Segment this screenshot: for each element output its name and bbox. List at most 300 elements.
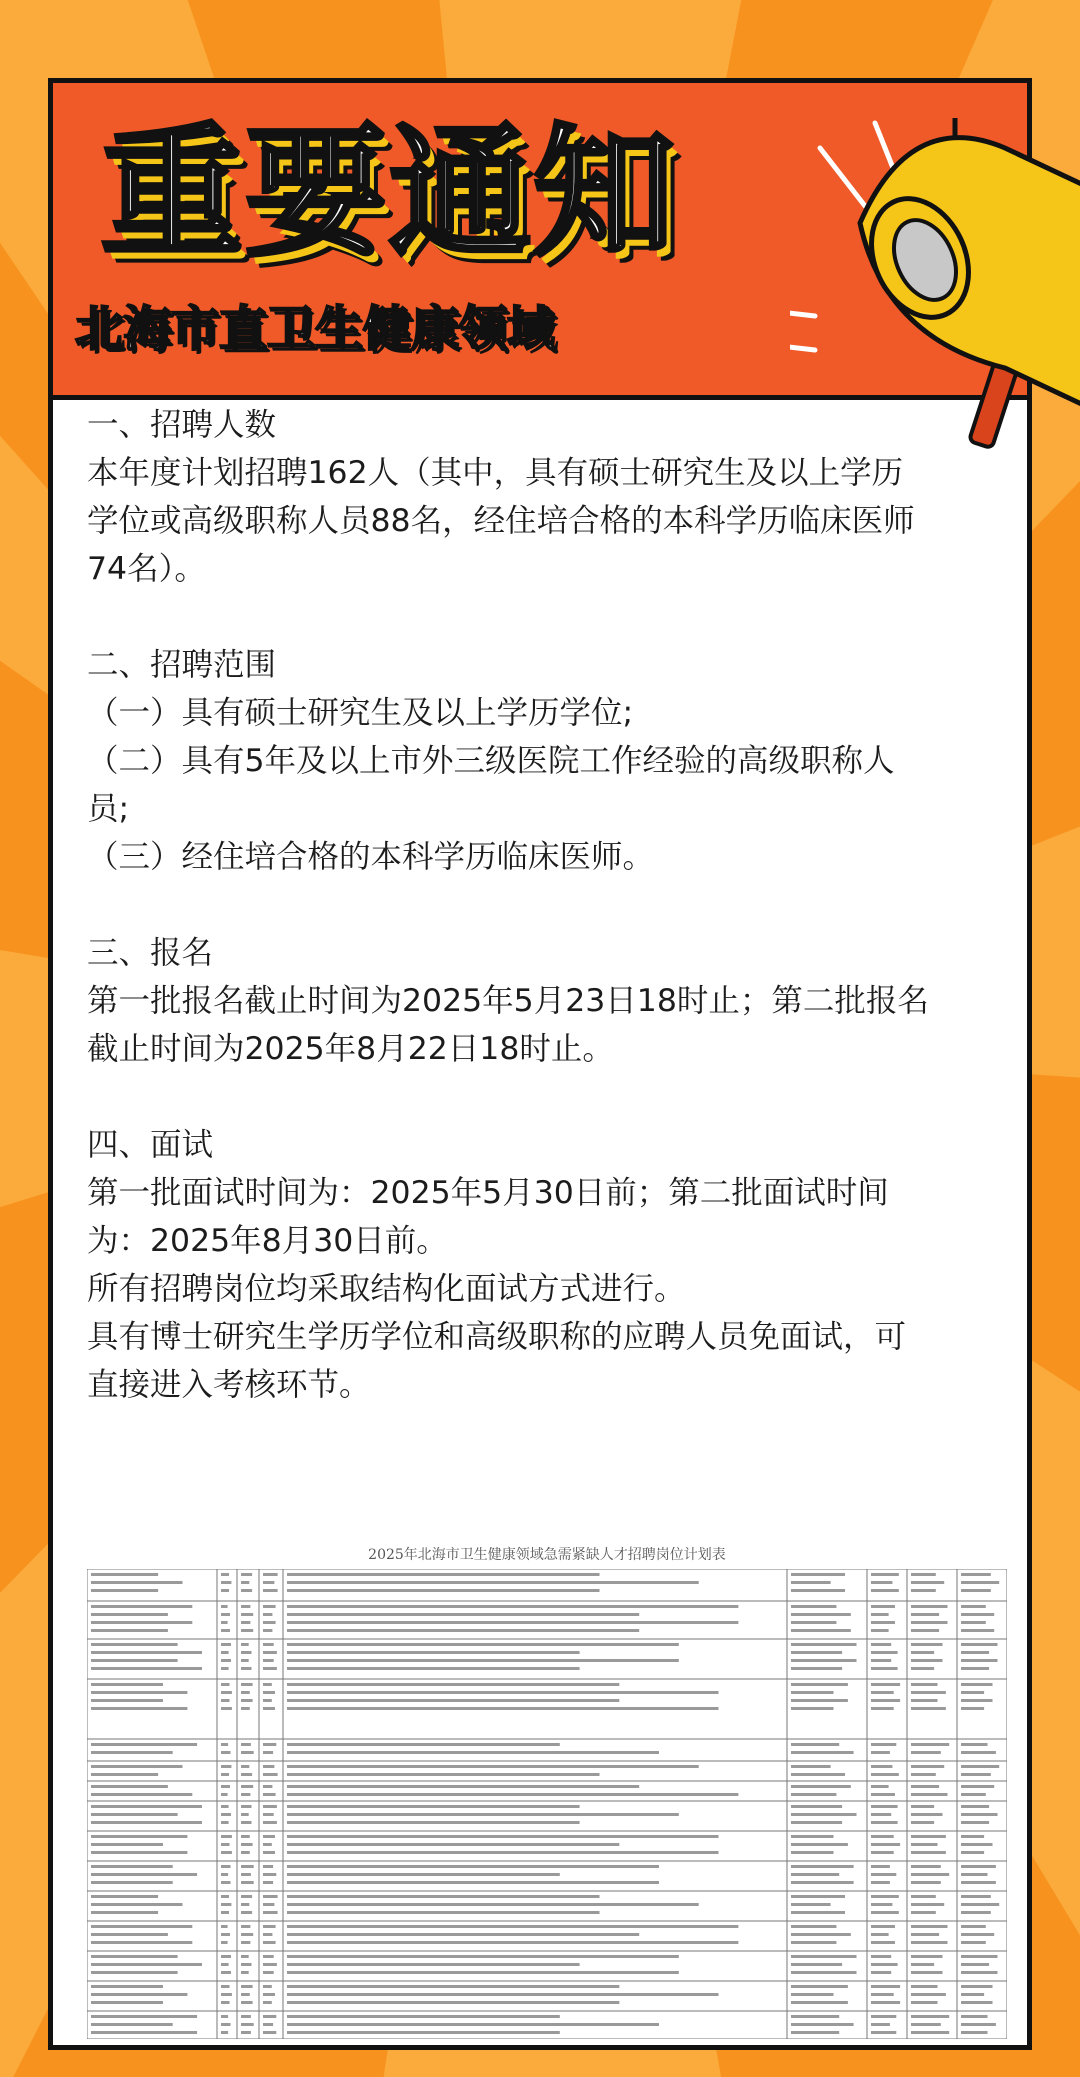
table-text-placeholder — [911, 1881, 941, 1884]
table-text-placeholder — [263, 1699, 272, 1702]
table-text-placeholder — [871, 1925, 895, 1928]
table-text-placeholder — [91, 2023, 173, 2026]
table-text-placeholder — [871, 1573, 899, 1576]
table-text-placeholder — [221, 1865, 231, 1868]
table-text-placeholder — [791, 1651, 842, 1654]
table-text-placeholder — [911, 1971, 943, 1974]
table-text-placeholder — [221, 1835, 232, 1838]
table-text-placeholder — [287, 2001, 619, 2004]
table-text-placeholder — [961, 1821, 989, 1824]
table-text-placeholder — [871, 2001, 900, 2004]
table-text-placeholder — [791, 1865, 854, 1868]
table-text-placeholder — [241, 1821, 252, 1824]
table-text-placeholder — [961, 1805, 989, 1808]
table-text-placeholder — [241, 1835, 250, 1838]
table-text-placeholder — [961, 1895, 991, 1898]
table-text-placeholder — [241, 1785, 253, 1788]
table-text-placeholder — [241, 1793, 250, 1796]
table-text-placeholder — [241, 1933, 253, 1936]
table-text-placeholder — [263, 1963, 277, 1966]
table-text-placeholder — [287, 1933, 639, 1936]
table-text-placeholder — [287, 1873, 560, 1876]
table-text-placeholder — [911, 1621, 948, 1624]
table-text-placeholder — [241, 1743, 251, 1746]
table-text-placeholder — [241, 1971, 249, 1974]
section-heading: 一、招聘人数 — [87, 407, 277, 443]
table-text-placeholder — [263, 1621, 276, 1624]
table-text-placeholder — [791, 1793, 836, 1796]
table-text-placeholder — [911, 1683, 938, 1686]
table-text-placeholder — [91, 1621, 192, 1624]
table-text-placeholder — [263, 1851, 275, 1854]
table-text-placeholder — [241, 1573, 252, 1576]
table-text-placeholder — [241, 1903, 249, 1906]
table-text-placeholder — [91, 1743, 197, 1746]
table-text-placeholder — [241, 1629, 253, 1632]
section-heading: 四、面试 — [87, 1127, 214, 1163]
table-text-placeholder — [871, 1651, 898, 1654]
table-text-placeholder — [263, 1941, 276, 1944]
table-text-placeholder — [287, 1751, 659, 1754]
section-interview — [87, 1121, 1007, 1409]
table-text-placeholder — [287, 1707, 719, 1710]
table-text-placeholder — [961, 1941, 986, 1944]
table-text-placeholder — [911, 2023, 941, 2026]
paragraph-line: 具有博士研究生学历学位和高级职称的应聘人员免面试，可 — [87, 1319, 907, 1355]
table-text-placeholder — [911, 1835, 946, 1838]
table-text-placeholder — [287, 1581, 699, 1584]
table-text-placeholder — [221, 1955, 231, 1958]
table-text-placeholder — [791, 1773, 845, 1776]
table-text-placeholder — [871, 1699, 900, 1702]
table-text-placeholder — [871, 1911, 899, 1914]
table-text-placeholder — [287, 1629, 639, 1632]
table-text-placeholder — [911, 1843, 938, 1846]
table-text-placeholder — [221, 1765, 231, 1768]
table-text-placeholder — [221, 1963, 229, 1966]
table-text-placeholder — [263, 1925, 276, 1928]
table-text-placeholder — [911, 1629, 939, 1632]
table-text-placeholder — [263, 1581, 274, 1584]
table-text-placeholder — [911, 1765, 944, 1768]
table-text-placeholder — [961, 1643, 998, 1646]
table-text-placeholder — [91, 1589, 158, 1592]
table-text-placeholder — [911, 1911, 936, 1914]
table-text-placeholder — [871, 1881, 890, 1884]
paragraph-line: 学位或高级职称人员88名，经住培合格的本科学历临床医师 — [87, 503, 915, 539]
table-text-placeholder — [263, 1873, 276, 1876]
table-text-placeholder — [961, 1751, 996, 1754]
table-text-placeholder — [91, 1699, 163, 1702]
table-text-placeholder — [871, 1683, 900, 1686]
table-text-placeholder — [911, 1813, 943, 1816]
table-text-placeholder — [263, 1865, 273, 1868]
table-text-placeholder — [287, 1683, 619, 1686]
table-text-placeholder — [287, 1955, 679, 1958]
table-text-placeholder — [287, 1793, 738, 1796]
table-text-placeholder — [287, 1835, 719, 1838]
table-text-placeholder — [961, 1683, 993, 1686]
page-title: 重要通知 — [101, 111, 677, 276]
table-text-placeholder — [791, 1873, 839, 1876]
table-text-placeholder — [961, 1903, 999, 1906]
table-text-placeholder — [961, 2031, 988, 2034]
table-text-placeholder — [263, 1629, 272, 1632]
table-text-placeholder — [263, 1667, 277, 1670]
table-text-placeholder — [241, 1581, 249, 1584]
table-text-placeholder — [221, 1613, 230, 1616]
table-text-placeholder — [871, 2023, 890, 2026]
table-text-placeholder — [263, 2023, 273, 2026]
table-text-placeholder — [221, 1773, 229, 1776]
table-text-placeholder — [961, 1925, 986, 1928]
table-text-placeholder — [263, 1793, 276, 1796]
table-text-placeholder — [911, 1691, 946, 1694]
table-text-placeholder — [263, 1805, 277, 1808]
table-text-placeholder — [91, 1941, 192, 1944]
table-text-placeholder — [791, 1643, 857, 1646]
table-text-placeholder — [287, 1805, 580, 1808]
megaphone-icon — [790, 118, 1080, 458]
table-text-placeholder — [287, 1813, 679, 1816]
table-text-placeholder — [287, 1667, 580, 1670]
table-text-placeholder — [791, 2015, 839, 2018]
table-text-placeholder — [91, 1881, 173, 1884]
table-text-placeholder — [91, 1895, 158, 1898]
table-text-placeholder — [911, 1613, 939, 1616]
table-text-placeholder — [961, 1993, 984, 1996]
table-text-placeholder — [241, 1621, 250, 1624]
table-text-placeholder — [241, 1751, 254, 1754]
table-text-placeholder — [91, 1581, 183, 1584]
section-spacer — [87, 593, 1007, 641]
table-text-placeholder — [791, 1933, 851, 1936]
table-text-placeholder — [871, 1805, 898, 1808]
table-text-placeholder — [791, 2001, 848, 2004]
table-text-placeholder — [91, 1613, 168, 1616]
table-text-placeholder — [263, 1955, 274, 1958]
table-text-placeholder — [911, 1793, 948, 1796]
table-text-placeholder — [241, 1941, 250, 1944]
table-text-placeholder — [241, 1691, 250, 1694]
table-text-placeholder — [263, 1971, 274, 1974]
table-text-placeholder — [91, 1765, 183, 1768]
table-text-placeholder — [221, 1933, 230, 1936]
table-text-placeholder — [263, 1743, 276, 1746]
table-text-placeholder — [221, 1667, 229, 1670]
section-spacer — [87, 1073, 1007, 1121]
table-text-placeholder — [871, 1941, 895, 1944]
table-text-placeholder — [961, 1793, 986, 1796]
table-text-placeholder — [221, 1851, 232, 1854]
table-text-placeholder — [221, 1683, 230, 1686]
notice-body — [87, 401, 1007, 1409]
table-text-placeholder — [287, 1613, 639, 1616]
table-text-placeholder — [791, 1743, 839, 1746]
table-text-placeholder — [221, 1589, 229, 1592]
table-text-placeholder — [791, 1993, 834, 1996]
table-text-placeholder — [91, 1843, 163, 1846]
table-text-placeholder — [871, 1985, 900, 1988]
table-text-placeholder — [221, 1971, 231, 1974]
table-text-placeholder — [791, 1629, 851, 1632]
table-text-placeholder — [241, 1589, 252, 1592]
table-text-placeholder — [287, 1865, 659, 1868]
table-text-placeholder — [791, 1765, 831, 1768]
table-text-placeholder — [241, 1911, 252, 1914]
table-text-placeholder — [241, 1605, 250, 1608]
table-text-placeholder — [91, 2031, 197, 2034]
table-text-placeholder — [221, 1903, 231, 1906]
table-text-placeholder — [871, 1785, 889, 1788]
table-text-placeholder — [287, 1941, 738, 1944]
table-text-placeholder — [91, 1971, 178, 1974]
table-text-placeholder — [791, 1903, 831, 1906]
table-text-placeholder — [791, 1895, 845, 1898]
table-text-placeholder — [91, 1963, 202, 1966]
table-text-placeholder — [241, 2031, 251, 2034]
table-text-placeholder — [221, 1881, 231, 1884]
table-text-placeholder — [961, 1963, 989, 1966]
table-text-placeholder — [871, 1707, 894, 1710]
table-text-placeholder — [791, 1925, 836, 1928]
table-text-placeholder — [791, 1707, 834, 1710]
table-text-placeholder — [911, 1985, 938, 1988]
table-text-placeholder — [221, 1659, 231, 1662]
table-text-placeholder — [961, 1911, 991, 1914]
table-text-placeholder — [961, 1621, 986, 1624]
table-text-placeholder — [791, 1613, 851, 1616]
table-text-placeholder — [791, 1835, 834, 1838]
table-text-placeholder — [871, 1963, 898, 1966]
table-text-placeholder — [221, 1605, 228, 1608]
table-text-placeholder — [263, 1881, 273, 1884]
table-text-placeholder — [911, 1573, 936, 1576]
table-text-placeholder — [791, 1751, 854, 1754]
table-text-placeholder — [91, 1821, 202, 1824]
paragraph-line: 为：2025年8月30日前。 — [87, 1223, 448, 1259]
table-text-placeholder — [91, 1667, 202, 1670]
table-text-placeholder — [961, 1667, 989, 1670]
table-text-placeholder — [287, 1963, 580, 1966]
table-text-placeholder — [241, 1963, 252, 1966]
table-text-placeholder — [91, 1751, 173, 1754]
table-text-placeholder — [791, 1691, 834, 1694]
table-text-placeholder — [961, 1835, 984, 1838]
table-text-placeholder — [961, 1813, 998, 1816]
table-text-placeholder — [91, 1773, 158, 1776]
table-text-placeholder — [287, 1843, 619, 1846]
table-text-placeholder — [221, 1629, 230, 1632]
table-text-placeholder — [791, 1699, 848, 1702]
table-text-placeholder — [221, 1805, 229, 1808]
paragraph-line: 本年度计划招聘162人（其中，具有硕士研究生及以上学历 — [87, 455, 904, 491]
table-text-placeholder — [961, 1873, 988, 1876]
table-text-placeholder — [263, 2001, 272, 2004]
table-text-placeholder — [221, 1707, 232, 1710]
table-text-placeholder — [221, 1743, 228, 1746]
table-text-placeholder — [911, 1743, 949, 1746]
table-text-placeholder — [263, 1691, 275, 1694]
table-text-placeholder — [241, 2001, 253, 2004]
table-text-placeholder — [221, 1573, 229, 1576]
table-text-placeholder — [911, 1895, 936, 1898]
table-text-placeholder — [911, 1699, 938, 1702]
page-subtitle: 北海市直卫生健康领域 — [75, 301, 556, 357]
table-text-placeholder — [791, 1971, 857, 1974]
table-text-placeholder — [241, 1955, 249, 1958]
table-text-placeholder — [871, 1843, 900, 1846]
table-text-placeholder — [791, 2031, 839, 2034]
table-text-placeholder — [287, 1925, 738, 1928]
table-text-placeholder — [221, 1895, 229, 1898]
table-text-placeholder — [871, 1865, 890, 1868]
table-text-placeholder — [221, 1581, 231, 1584]
table-text-placeholder — [871, 1955, 891, 1958]
table-text-placeholder — [961, 1699, 993, 1702]
table-text-placeholder — [791, 1805, 842, 1808]
table-text-placeholder — [961, 1743, 988, 1746]
table-text-placeholder — [263, 1605, 276, 1608]
paragraph-line: 第一批报名截止时间为2025年5月23日18时止；第二批报名 — [87, 983, 929, 1019]
table-text-placeholder — [241, 1659, 249, 1662]
table-text-placeholder — [871, 1643, 891, 1646]
table-text-placeholder — [287, 1573, 600, 1576]
table-text-placeholder — [91, 1933, 168, 1936]
table-text-placeholder — [287, 1903, 699, 1906]
table-text-placeholder — [911, 1941, 948, 1944]
section-spacer — [87, 881, 1007, 929]
table-text-placeholder — [241, 1873, 251, 1876]
table-text-placeholder — [791, 1621, 836, 1624]
table-text-placeholder — [263, 1911, 278, 1914]
table-text-placeholder — [287, 1821, 580, 1824]
table-text-placeholder — [91, 1629, 168, 1632]
table-text-placeholder — [91, 1691, 187, 1694]
table-text-placeholder — [287, 1605, 738, 1608]
table-text-placeholder — [241, 1773, 252, 1776]
table-text-placeholder — [241, 1613, 253, 1616]
table-text-placeholder — [221, 1813, 231, 1816]
table-text-placeholder — [91, 1785, 168, 1788]
table-text-placeholder — [91, 2015, 197, 2018]
table-text-placeholder — [911, 1993, 946, 1996]
table-text-placeholder — [961, 1933, 994, 1936]
table-text-placeholder — [287, 1699, 619, 1702]
table-text-placeholder — [287, 1691, 719, 1694]
table-text-placeholder — [871, 1835, 894, 1838]
table-text-placeholder — [871, 1613, 889, 1616]
table-text-placeholder — [287, 1881, 659, 1884]
table-text-placeholder — [871, 1581, 892, 1584]
table-text-placeholder — [241, 1813, 249, 1816]
table-text-placeholder — [221, 1699, 230, 1702]
table-text-placeholder — [871, 1873, 896, 1876]
table-text-placeholder — [961, 1707, 984, 1710]
table-text-placeholder — [287, 2023, 659, 2026]
table-text-placeholder — [791, 1911, 845, 1914]
table-text-placeholder — [871, 1667, 898, 1670]
table-text-placeholder — [91, 1605, 192, 1608]
table-text-placeholder — [961, 1605, 986, 1608]
table-text-placeholder — [871, 1971, 891, 1974]
table-text-placeholder — [241, 1895, 252, 1898]
table-text-placeholder — [221, 1925, 228, 1928]
paragraph-line: （一）具有硕士研究生及以上学历学位; — [87, 695, 634, 731]
table-text-placeholder — [241, 1843, 253, 1846]
table-text-placeholder — [91, 1659, 178, 1662]
table-text-placeholder — [961, 1613, 994, 1616]
section-registration — [87, 929, 1007, 1073]
table-text-placeholder — [791, 1843, 848, 1846]
table-text-placeholder — [287, 1851, 719, 1854]
table-text-placeholder — [961, 2001, 993, 2004]
table-text-placeholder — [871, 1659, 891, 1662]
table-text-placeholder — [961, 1589, 991, 1592]
table-text-placeholder — [221, 1873, 228, 1876]
table-text-placeholder — [961, 1851, 984, 1854]
table-text-placeholder — [871, 1993, 894, 1996]
paragraph-line: 74名）。 — [87, 551, 206, 587]
table-text-placeholder — [287, 1971, 679, 1974]
table-text-placeholder — [791, 1821, 842, 1824]
table-text-placeholder — [961, 2023, 996, 2026]
table-text-placeholder — [911, 1659, 943, 1662]
paragraph-line: 直接进入考核环节。 — [87, 1367, 371, 1403]
table-text-placeholder — [287, 1785, 639, 1788]
table-text-placeholder — [911, 1605, 948, 1608]
table-text-placeholder — [263, 1993, 275, 1996]
table-text-placeholder — [221, 1843, 230, 1846]
table-text-placeholder — [91, 1651, 202, 1654]
table-text-placeholder — [263, 1589, 278, 1592]
table-text-placeholder — [791, 1955, 857, 1958]
table-text-placeholder — [871, 1621, 895, 1624]
table-text-placeholder — [91, 1835, 187, 1838]
table-text-placeholder — [791, 2023, 854, 2026]
table-text-placeholder — [241, 2015, 251, 2018]
table-text-placeholder — [221, 1751, 231, 1754]
table-text-placeholder — [263, 1933, 272, 1936]
table-text-placeholder — [961, 1843, 993, 1846]
table-text-placeholder — [871, 1605, 895, 1608]
table-text-placeholder — [287, 1643, 679, 1646]
table-text-placeholder — [221, 1621, 228, 1624]
table-text-placeholder — [287, 1589, 600, 1592]
table-text-placeholder — [791, 1589, 845, 1592]
table-text-placeholder — [871, 1821, 898, 1824]
table-text-placeholder — [961, 1651, 989, 1654]
table-text-placeholder — [911, 1643, 943, 1646]
table-text-placeholder — [871, 1743, 896, 1746]
table-text-placeholder — [791, 1683, 848, 1686]
table-text-placeholder — [791, 1963, 842, 1966]
table-text-placeholder — [911, 1925, 948, 1928]
table-text-placeholder — [91, 1955, 178, 1958]
table-text-placeholder — [287, 1651, 580, 1654]
table-text-placeholder — [911, 1667, 934, 1670]
table-text-placeholder — [91, 1911, 158, 1914]
table-text-placeholder — [871, 1851, 894, 1854]
paragraph-line: 第一批面试时间为：2025年5月30日前；第二批面试时间 — [87, 1175, 889, 1211]
table-text-placeholder — [911, 1903, 944, 1906]
table-text-placeholder — [91, 1707, 187, 1710]
table-text-placeholder — [791, 1581, 831, 1584]
table-text-placeholder — [871, 1903, 892, 1906]
table-text-placeholder — [221, 1911, 229, 1914]
table-text-placeholder — [911, 1865, 941, 1868]
table-text-placeholder — [961, 1573, 991, 1576]
